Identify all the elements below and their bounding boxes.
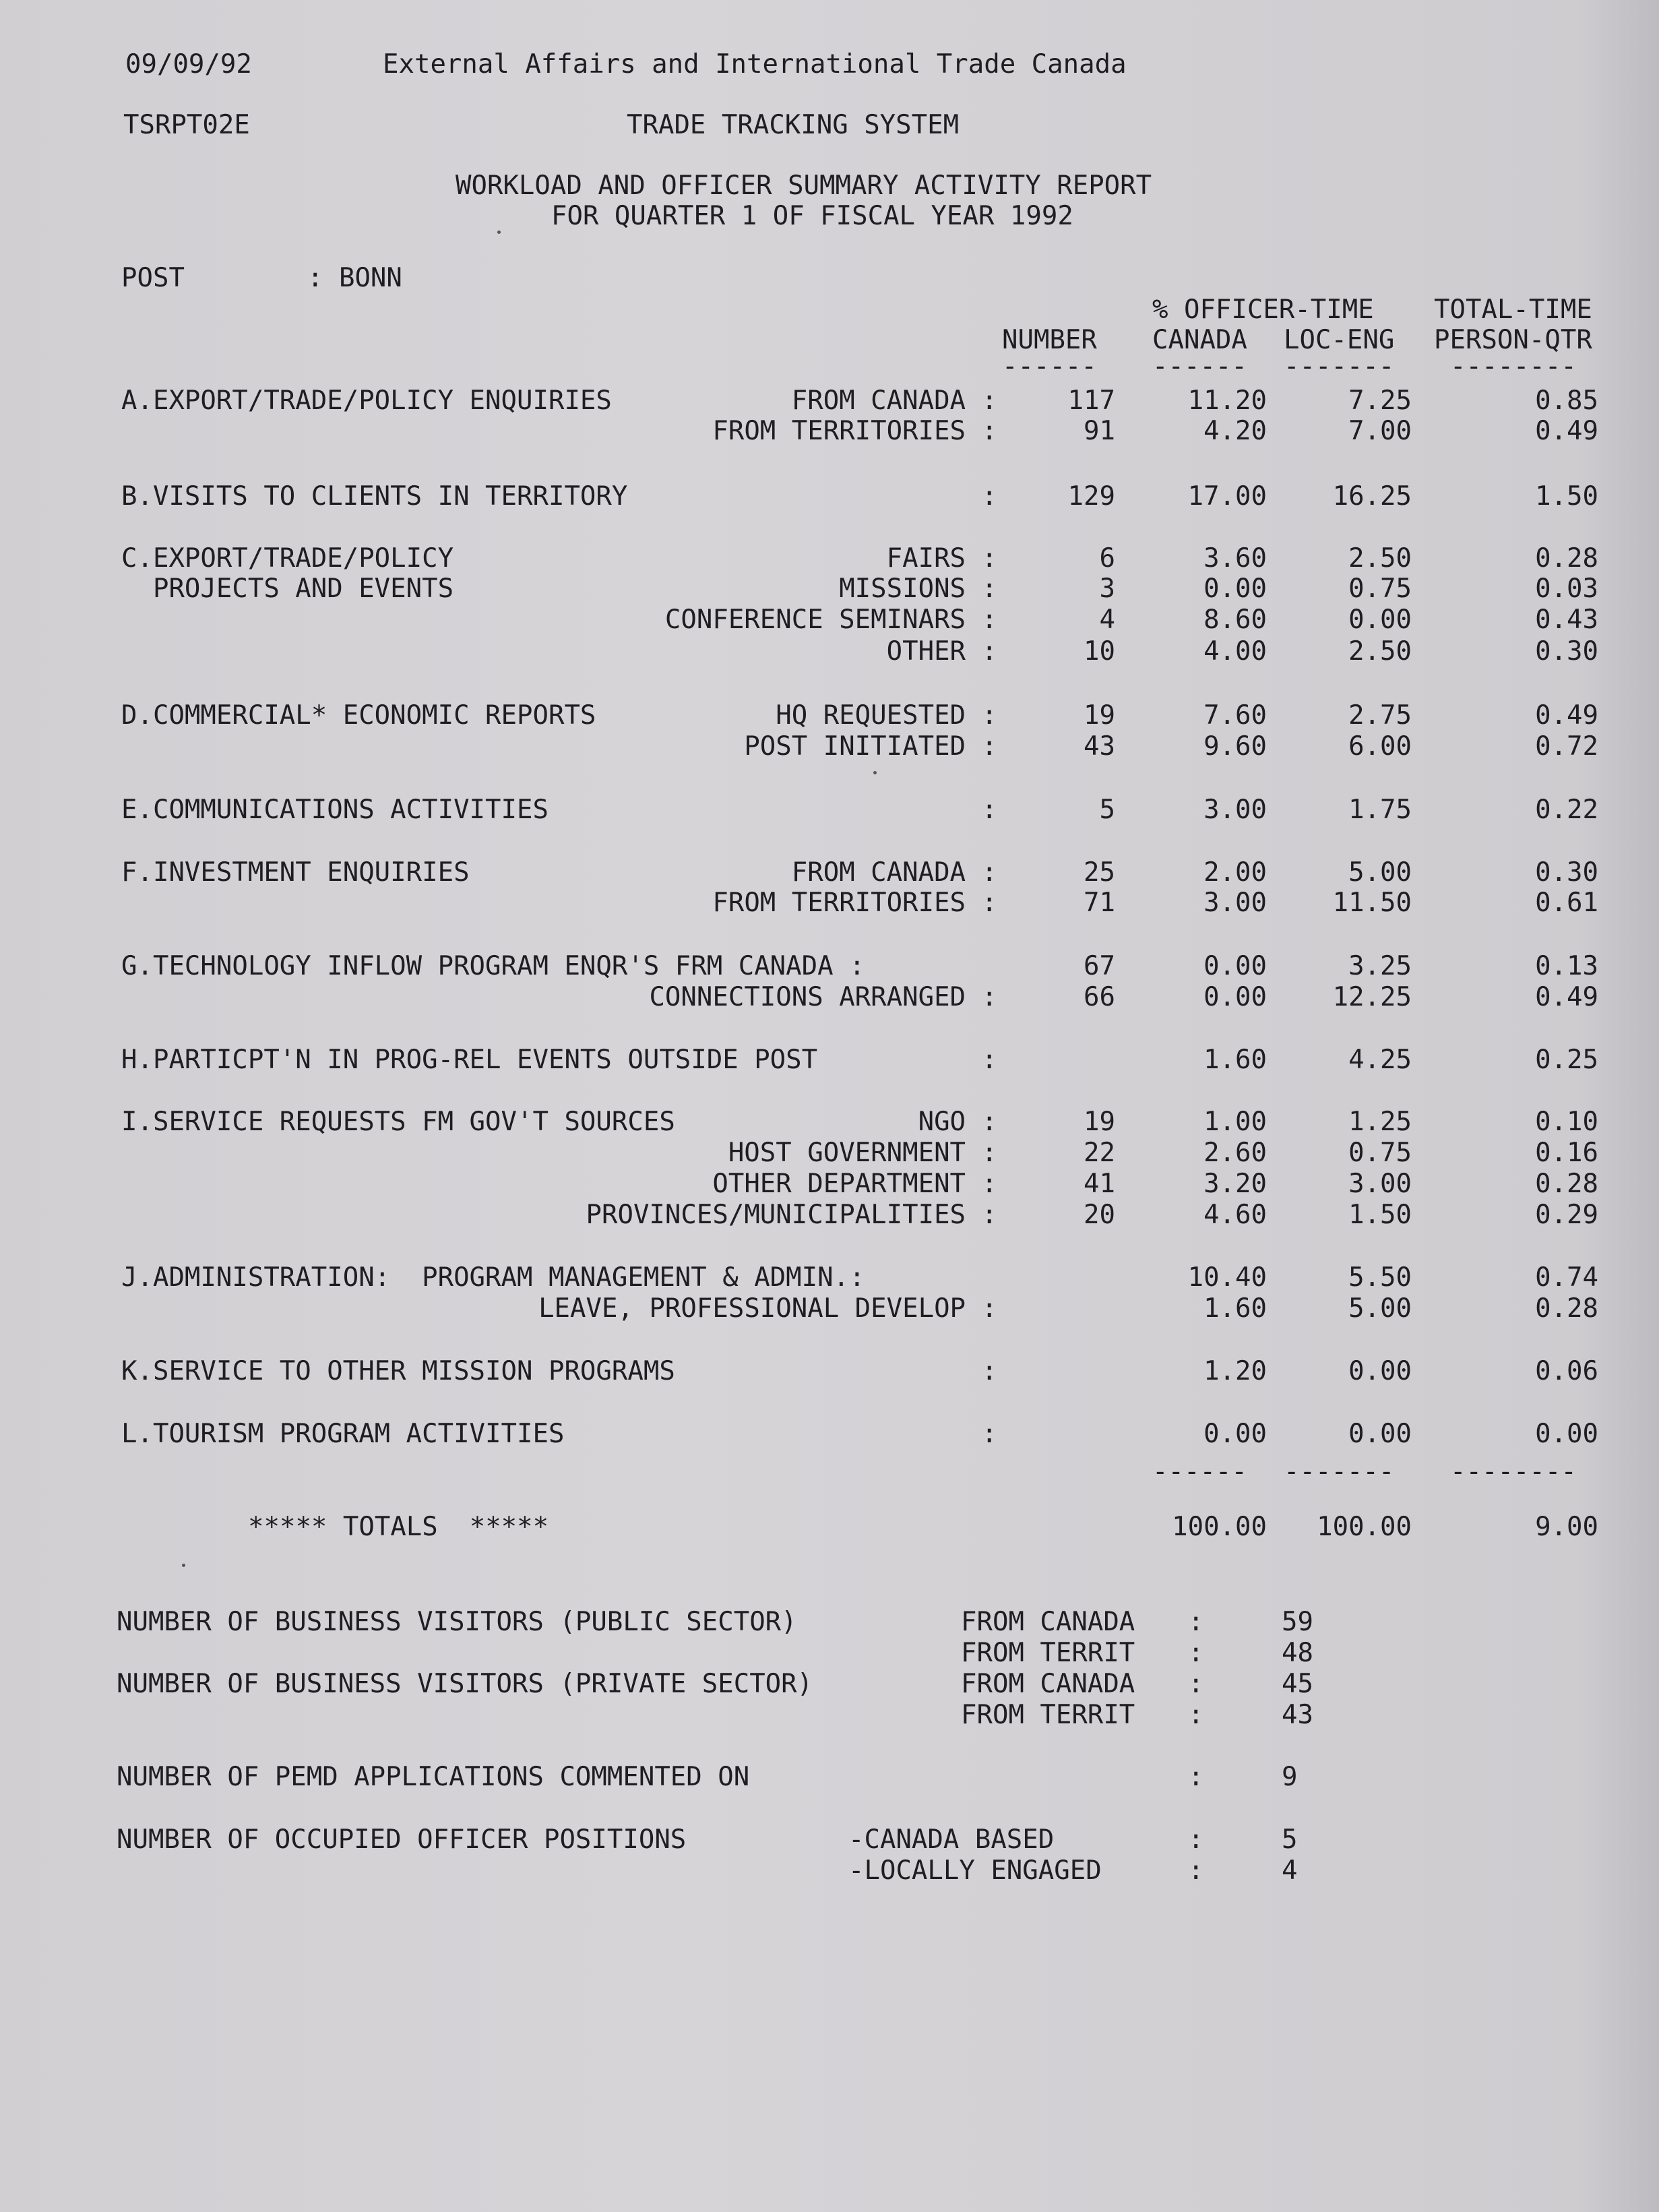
row-loc-eng-pct: 0.00 [1348,605,1412,635]
totals-loc-eng: 100.00 [1317,1512,1412,1542]
totals-rule-canada: ------ [1152,1456,1247,1487]
row-category-label: I.SERVICE REQUESTS FM GOV'T SOURCES [121,1107,675,1137]
row-canada-pct: 4.60 [1203,1200,1267,1230]
row-loc-eng-pct: 5.50 [1348,1262,1412,1293]
row-subcategory-label: CONNECTIONS ARRANGED : [649,982,997,1012]
row-canada-pct: 9.60 [1203,731,1267,762]
report-id: TSRPT02E [123,110,250,140]
row-subcategory-label: LEAVE, PROFESSIONAL DEVELOP : [538,1293,997,1324]
row-subcategory-label: HOST GOVERNMENT : [728,1138,997,1168]
report-date: 09/09/92 [125,49,252,80]
person-qtr-header-rule: -------- [1450,351,1577,381]
loc-eng-header-rule: ------- [1284,351,1395,381]
row-canada-pct: 1.60 [1203,1293,1267,1324]
row-subcategory-label: : [981,795,997,825]
row-category-label: K.SERVICE TO OTHER MISSION PROGRAMS [121,1356,675,1386]
row-number: 22 [1084,1138,1115,1168]
row-category-label: L.TOURISM PROGRAM ACTIVITIES [121,1419,565,1449]
row-subcategory-label: : [981,1356,997,1386]
row-subcategory-label: CONFERENCE SEMINARS : [664,605,997,635]
row-number: 117 [1067,386,1115,416]
row-canada-pct: 3.20 [1203,1169,1267,1199]
row-number: 6 [1099,543,1115,574]
row-person-qtr: 0.85 [1535,386,1598,416]
row-person-qtr: 0.49 [1535,700,1598,731]
summary-sublabel: -CANADA BASED [848,1824,1055,1855]
row-canada-pct: 17.00 [1187,481,1267,512]
row-loc-eng-pct: 2.50 [1348,636,1412,667]
row-canada-pct: 0.00 [1203,951,1267,981]
row-loc-eng-pct: 1.25 [1348,1107,1412,1137]
row-canada-pct: 1.00 [1203,1107,1267,1137]
speck [873,771,877,774]
row-number: 91 [1084,416,1115,446]
post-value: : BONN [307,263,402,293]
speck [182,1564,185,1567]
row-loc-eng-pct: 16.25 [1332,481,1412,512]
number-header-rule: ------ [1002,351,1097,381]
summary-value: 45 [1282,1669,1313,1699]
row-person-qtr: 0.13 [1535,951,1598,981]
row-loc-eng-pct: 0.00 [1348,1356,1412,1386]
row-canada-pct: 2.00 [1203,857,1267,888]
row-category-label: G.TECHNOLOGY INFLOW PROGRAM ENQR'S FRM CANADA : [121,951,865,981]
row-person-qtr: 0.28 [1535,543,1598,574]
row-number: 20 [1084,1200,1115,1230]
row-category-label: A.EXPORT/TRADE/POLICY ENQUIRIES [121,386,612,416]
row-number: 41 [1084,1169,1115,1199]
summary-value: 4 [1282,1855,1298,1886]
row-person-qtr: 0.16 [1535,1138,1598,1168]
row-canada-pct: 3.60 [1203,543,1267,574]
pct-officer-time-header: % OFFICER-TIME [1152,295,1374,325]
row-person-qtr: 0.72 [1535,731,1598,762]
row-person-qtr: 0.49 [1535,416,1598,446]
row-person-qtr: 0.10 [1535,1107,1598,1137]
row-person-qtr: 0.43 [1535,605,1598,635]
summary-sublabel: FROM CANADA [961,1669,1135,1699]
summary-colon: : [1188,1700,1204,1730]
row-canada-pct: 4.20 [1203,416,1267,446]
row-category-label: J.ADMINISTRATION: PROGRAM MANAGEMENT & ADMIN.: [121,1262,865,1293]
row-subcategory-label: FROM TERRITORIES : [712,416,997,446]
summary-colon: : [1188,1607,1204,1637]
row-loc-eng-pct: 5.00 [1348,857,1412,888]
summary-colon: : [1188,1855,1204,1886]
summary-value: 59 [1282,1607,1313,1637]
row-number: 3 [1099,574,1115,604]
row-subcategory-label: FROM CANADA : [791,857,997,888]
canada-header-rule: ------ [1152,351,1247,381]
summary-colon: : [1188,1638,1204,1668]
summary-colon: : [1188,1824,1204,1855]
report-subtitle: FOR QUARTER 1 OF FISCAL YEAR 1992 [551,201,1073,231]
row-person-qtr: 0.25 [1535,1045,1598,1075]
row-category-label: PROJECTS AND EVENTS [121,574,454,604]
row-canada-pct: 10.40 [1187,1262,1267,1293]
row-number: 10 [1084,636,1115,667]
summary-sublabel: -LOCALLY ENGAGED [848,1855,1102,1886]
row-loc-eng-pct: 6.00 [1348,731,1412,762]
row-subcategory-label: MISSIONS : [839,574,997,604]
row-canada-pct: 11.20 [1187,386,1267,416]
row-number: 129 [1067,481,1115,512]
summary-sublabel: FROM TERRIT [961,1700,1135,1730]
row-category-label: D.COMMERCIAL* ECONOMIC REPORTS [121,700,596,731]
row-canada-pct: 7.60 [1203,700,1267,731]
summary-sublabel: FROM CANADA [961,1607,1135,1637]
row-loc-eng-pct: 1.50 [1348,1200,1412,1230]
row-subcategory-label: OTHER DEPARTMENT : [712,1169,997,1199]
row-canada-pct: 0.00 [1203,982,1267,1012]
summary-colon: : [1188,1762,1204,1792]
totals-canada: 100.00 [1172,1512,1267,1542]
row-loc-eng-pct: 3.00 [1348,1169,1412,1199]
row-category-label: H.PARTICPT'N IN PROG-REL EVENTS OUTSIDE POST [121,1045,818,1075]
row-loc-eng-pct: 7.00 [1348,416,1412,446]
speck [497,231,501,234]
person-qtr-header: PERSON-QTR [1434,325,1592,355]
summary-value: 43 [1282,1700,1313,1730]
row-subcategory-label: FAIRS : [886,543,997,574]
row-person-qtr: 0.28 [1535,1293,1598,1324]
number-header: NUMBER [1002,325,1097,355]
row-number: 19 [1084,1107,1115,1137]
summary-value: 48 [1282,1638,1313,1668]
row-loc-eng-pct: 5.00 [1348,1293,1412,1324]
row-loc-eng-pct: 4.25 [1348,1045,1412,1075]
row-subcategory-label: : [981,1419,997,1449]
row-category-label: B.VISITS TO CLIENTS IN TERRITORY [121,481,628,512]
row-loc-eng-pct: 1.75 [1348,795,1412,825]
row-number: 43 [1084,731,1115,762]
row-canada-pct: 0.00 [1203,574,1267,604]
row-person-qtr: 0.00 [1535,1419,1598,1449]
row-subcategory-label: OTHER : [886,636,997,667]
summary-label: NUMBER OF PEMD APPLICATIONS COMMENTED ON [117,1762,750,1792]
row-number: 67 [1084,951,1115,981]
row-subcategory-label: : [981,1045,997,1075]
row-category-label: C.EXPORT/TRADE/POLICY [121,543,454,574]
row-number: 5 [1099,795,1115,825]
row-person-qtr: 0.03 [1535,574,1598,604]
row-loc-eng-pct: 7.25 [1348,386,1412,416]
row-category-label: E.COMMUNICATIONS ACTIVITIES [121,795,549,825]
row-number: 71 [1084,888,1115,918]
row-loc-eng-pct: 0.00 [1348,1419,1412,1449]
summary-colon: : [1188,1669,1204,1699]
row-loc-eng-pct: 3.25 [1348,951,1412,981]
row-person-qtr: 1.50 [1535,481,1598,512]
row-canada-pct: 3.00 [1203,888,1267,918]
row-loc-eng-pct: 2.50 [1348,543,1412,574]
summary-value: 5 [1282,1824,1298,1855]
row-canada-pct: 4.00 [1203,636,1267,667]
row-number: 19 [1084,700,1115,731]
row-person-qtr: 0.49 [1535,982,1598,1012]
row-loc-eng-pct: 0.75 [1348,574,1412,604]
report-title: WORKLOAD AND OFFICER SUMMARY ACTIVITY REPORT [456,171,1152,201]
row-loc-eng-pct: 0.75 [1348,1138,1412,1168]
row-canada-pct: 0.00 [1203,1419,1267,1449]
row-subcategory-label: FROM CANADA : [791,386,997,416]
totals-label: ***** TOTALS ***** [248,1512,549,1542]
row-canada-pct: 3.00 [1203,795,1267,825]
row-loc-eng-pct: 12.25 [1332,982,1412,1012]
row-person-qtr: 0.29 [1535,1200,1598,1230]
row-subcategory-label: FROM TERRITORIES : [712,888,997,918]
row-canada-pct: 1.20 [1203,1356,1267,1386]
row-category-label: F.INVESTMENT ENQUIRIES [121,857,470,888]
total-time-header: TOTAL-TIME [1434,295,1592,325]
system-name: TRADE TRACKING SYSTEM [627,110,960,140]
row-canada-pct: 2.60 [1203,1138,1267,1168]
summary-label: NUMBER OF BUSINESS VISITORS (PUBLIC SECTOR) [117,1607,797,1637]
row-number: 66 [1084,982,1115,1012]
summary-value: 9 [1282,1762,1298,1792]
canada-header: CANADA [1152,325,1247,355]
row-person-qtr: 0.74 [1535,1262,1598,1293]
totals-rule-person-qtr: -------- [1450,1456,1577,1487]
row-number: 4 [1099,605,1115,635]
row-loc-eng-pct: 2.75 [1348,700,1412,731]
row-person-qtr: 0.28 [1535,1169,1598,1199]
totals-rule-loc-eng: ------- [1284,1456,1395,1487]
row-subcategory-label: : [981,481,997,512]
post-label: POST [121,263,185,293]
row-subcategory-label: NGO : [918,1107,997,1137]
row-person-qtr: 0.61 [1535,888,1598,918]
row-person-qtr: 0.30 [1535,857,1598,888]
row-subcategory-label: POST INITIATED : [744,731,997,762]
summary-label: NUMBER OF BUSINESS VISITORS (PRIVATE SECTOR) [117,1669,813,1699]
row-subcategory-label: HQ REQUESTED : [776,700,997,731]
summary-sublabel: FROM TERRIT [961,1638,1135,1668]
row-subcategory-label: PROVINCES/MUNICIPALITIES : [586,1200,997,1230]
row-canada-pct: 8.60 [1203,605,1267,635]
row-loc-eng-pct: 11.50 [1332,888,1412,918]
row-canada-pct: 1.60 [1203,1045,1267,1075]
department-name: External Affairs and International Trade Canada [383,49,1127,80]
row-person-qtr: 0.06 [1535,1356,1598,1386]
totals-person-qtr: 9.00 [1535,1512,1598,1542]
summary-label: NUMBER OF OCCUPIED OFFICER POSITIONS [117,1824,687,1855]
row-person-qtr: 0.30 [1535,636,1598,667]
row-person-qtr: 0.22 [1535,795,1598,825]
loc-eng-header: LOC-ENG [1284,325,1395,355]
row-number: 25 [1084,857,1115,888]
